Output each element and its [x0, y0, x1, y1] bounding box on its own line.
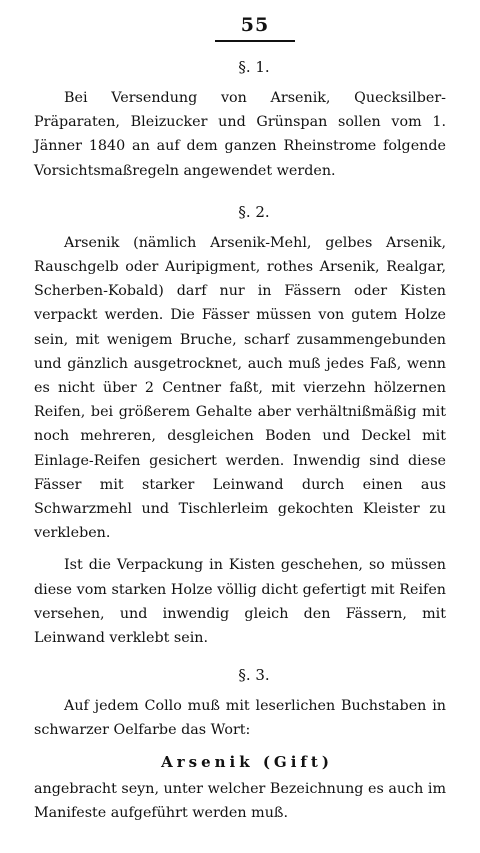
- paragraph-1: Bei Versendung von Arsenik, Quecksilber-Präparaten, Bleizucker und Grünspan sollen vom 1. Jänner 1840 an auf dem ganzen Rheinstrome folgende Vorsichtsmaßregeln angewendet werden.: [34, 90, 446, 179]
- label-word: Arsenik (Gift): [161, 752, 333, 771]
- paragraph-4: Auf jedem Collo muß mit leserlichen Buchstaben in schwarzer Oelfarbe das Wort:: [34, 698, 446, 739]
- header-rule: [215, 40, 295, 42]
- page-number: 55: [240, 14, 270, 36]
- section-heading-3: §. 3.: [238, 666, 270, 685]
- book-page: [34, 14, 446, 825]
- section-heading-2: §. 2.: [238, 202, 270, 221]
- paragraph-3: Ist die Verpackung in Kisten geschehen, so müssen diese vom starken Holze völlig dicht gefertigt mit Reifen versehen, und inwendig gleich den Fässern, mit Leinwand verklebt sein.: [34, 557, 446, 647]
- paragraph-2: Arsenik (nämlich Arsenik-Mehl, gelbes Arsenik, Rauschgelb oder Auripigment, rothes Arsenik, Realgar, Scherben-Kobald) darf nur in Fässern oder Kisten verpackt werden. Die Fässer müssen von gutem Holze sein, mit wenigem Bruche, scharf zusammengebunden und gänzlich ausgetrocknet, auch muß jedes Faß, wenn es nicht über 2 Centner faßt, mit vierzehn hölzernen Reifen, bei größerem Gehalte aber verhältnißmäßig mit noch mehreren, desgleichen Boden und Deckel mit Einlage-Reifen gesichert werden. Inwendig sind diese Fässer mit starker Leinwand durch einen aus Schwarzmehl und Tischlerleim gekochten Kleister zu verkleben.: [34, 234, 446, 542]
- section-heading-1: §. 1.: [238, 58, 270, 76]
- paragraph-5: angebracht seyn, unter welcher Bezeichnung es auch im Manifeste aufgeführt werden muß.: [34, 780, 446, 821]
